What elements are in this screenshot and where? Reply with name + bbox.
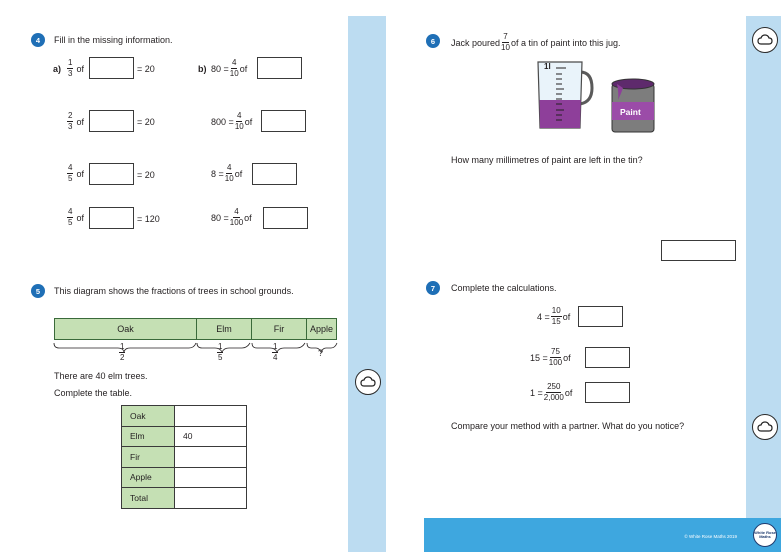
answer-box[interactable] [89, 163, 134, 185]
question-prompt: Fill in the missing information. [54, 35, 173, 45]
thinking-cloud-icon [355, 369, 381, 395]
q4a-row-4-rhs: = 120 [137, 214, 160, 224]
calc-row-1: 4 = $\frac{10}{15}$ of [537, 306, 571, 326]
q4a-row-3-rhs: = 20 [137, 170, 155, 180]
paint-tin-illustration [609, 76, 657, 134]
answer-box[interactable] [263, 207, 308, 229]
thinking-cloud-icon [752, 414, 778, 440]
brace-label-fir: $\frac{1}{4}$ [273, 342, 278, 362]
brace-label-oak: $\frac{1}{2}$ [120, 342, 125, 362]
answer-box[interactable] [252, 163, 297, 185]
table-row-label: Total [122, 488, 175, 509]
table-row [122, 406, 247, 427]
calc-row-3: 1 = $\frac{250}{2,000}$ of [530, 382, 573, 402]
fraction-braces [52, 341, 342, 355]
copyright-text: © White Rose Maths 2019 [684, 534, 737, 539]
brace-label-apple: ? [318, 348, 324, 358]
fraction: $\frac{4}{10}$ [234, 111, 244, 131]
table-row [122, 467, 247, 488]
fraction: $\frac{4}{10}$ [224, 163, 234, 183]
left-page-margin-strip [348, 16, 386, 552]
table-row-label: Fir [122, 447, 175, 468]
bar-cell-oak: Oak [55, 319, 197, 339]
q4b-row-2: 800 = $\frac{4}{10}$ of [211, 111, 253, 131]
table-row [122, 488, 247, 509]
table-answer-cell[interactable] [175, 406, 247, 427]
question-number-badge: 5 [31, 284, 45, 298]
answer-box[interactable] [578, 306, 623, 327]
q4b-row-1: 80 = $\frac{4}{10}$ of [211, 58, 248, 78]
bar-cell-elm: Elm [197, 319, 252, 339]
table-row-label: Apple [122, 467, 175, 488]
compare-prompt: Compare your method with a partner. What do you notice? [451, 421, 685, 431]
answer-box[interactable] [661, 240, 736, 261]
q4a-row-3 [66, 164, 84, 183]
q4a-row-2-rhs: = 20 [137, 117, 155, 127]
part-label-b: b) [198, 64, 207, 74]
part-label-a: a) [53, 64, 62, 74]
info-line: There are 40 elm trees. [54, 371, 148, 381]
answer-box[interactable] [257, 57, 302, 79]
fraction: $\frac{4}{100}$ [229, 207, 244, 227]
thinking-cloud-icon [752, 27, 778, 53]
table-answer-cell[interactable] [175, 488, 247, 509]
fraction: $\frac{2}{3}$ [68, 111, 73, 131]
white-rose-maths-logo: White Rose Maths [753, 523, 777, 547]
question-prompt: Complete the calculations. [451, 283, 557, 293]
of-text: of [76, 63, 84, 74]
of-text: of [76, 116, 84, 127]
question-prompt: This diagram shows the fractions of trees in school grounds. [54, 286, 294, 296]
fraction: $\frac{75}{100}$ [548, 347, 563, 367]
table-answer-cell[interactable] [175, 447, 247, 468]
tree-table [121, 405, 247, 509]
right-page-margin-strip [746, 16, 781, 518]
fraction: $\frac{4}{5}$ [68, 163, 73, 183]
fraction: $\frac{4}{10}$ [229, 58, 239, 78]
fraction: $\frac{4}{5}$ [68, 207, 73, 227]
table-answer-cell: 40 [175, 426, 247, 447]
of-text: of [76, 212, 84, 223]
table-answer-cell[interactable] [175, 467, 247, 488]
answer-box[interactable] [261, 110, 306, 132]
answer-box[interactable] [585, 347, 630, 368]
bar-cell-apple: Apple [309, 324, 334, 334]
page-footer [424, 518, 781, 552]
jug-scale-label: 1l [544, 62, 551, 71]
q4b-row-4: 80 = $\frac{4}{100}$ of [211, 207, 252, 227]
fraction: $\frac{250}{2,000}$ [543, 382, 564, 402]
question-text: How many millimetres of paint are left in the tin? [451, 155, 643, 165]
q4a-row-2 [66, 112, 84, 131]
fraction: $\frac{7}{10}$ [501, 32, 510, 52]
q4a-row-1 [66, 59, 84, 78]
answer-box[interactable] [89, 207, 134, 229]
tin-label: Paint [620, 107, 641, 117]
answer-box[interactable] [89, 57, 134, 79]
fraction: $\frac{1}{3}$ [68, 58, 73, 78]
question-number-badge: 4 [31, 33, 45, 47]
tree-fraction-bar [54, 318, 337, 340]
question-number-badge: 6 [426, 34, 440, 48]
table-row-label: Oak [122, 406, 175, 427]
instruction-line: Complete the table. [54, 388, 133, 398]
q4b-row-3: 8 = $\frac{4}{10}$ of [211, 163, 243, 183]
table-row [122, 426, 247, 447]
q4a-row-1-rhs: = 20 [137, 64, 155, 74]
calc-row-2: 15 = $\frac{75}{100}$ of [530, 347, 571, 367]
bar-cell-fir: Fir [252, 319, 307, 339]
brace-label-elm: $\frac{1}{5}$ [218, 342, 223, 362]
question-prompt: Jack poured $\frac{7}{10}$ of a tin of paint into this jug. [451, 32, 621, 52]
table-row [122, 447, 247, 468]
table-row-label: Elm [122, 426, 175, 447]
answer-box[interactable] [89, 110, 134, 132]
of-text: of [76, 168, 84, 179]
q4a-row-4 [66, 208, 84, 227]
fraction: $\frac{10}{15}$ [551, 306, 561, 326]
question-number-badge: 7 [426, 281, 440, 295]
answer-box[interactable] [585, 382, 630, 403]
